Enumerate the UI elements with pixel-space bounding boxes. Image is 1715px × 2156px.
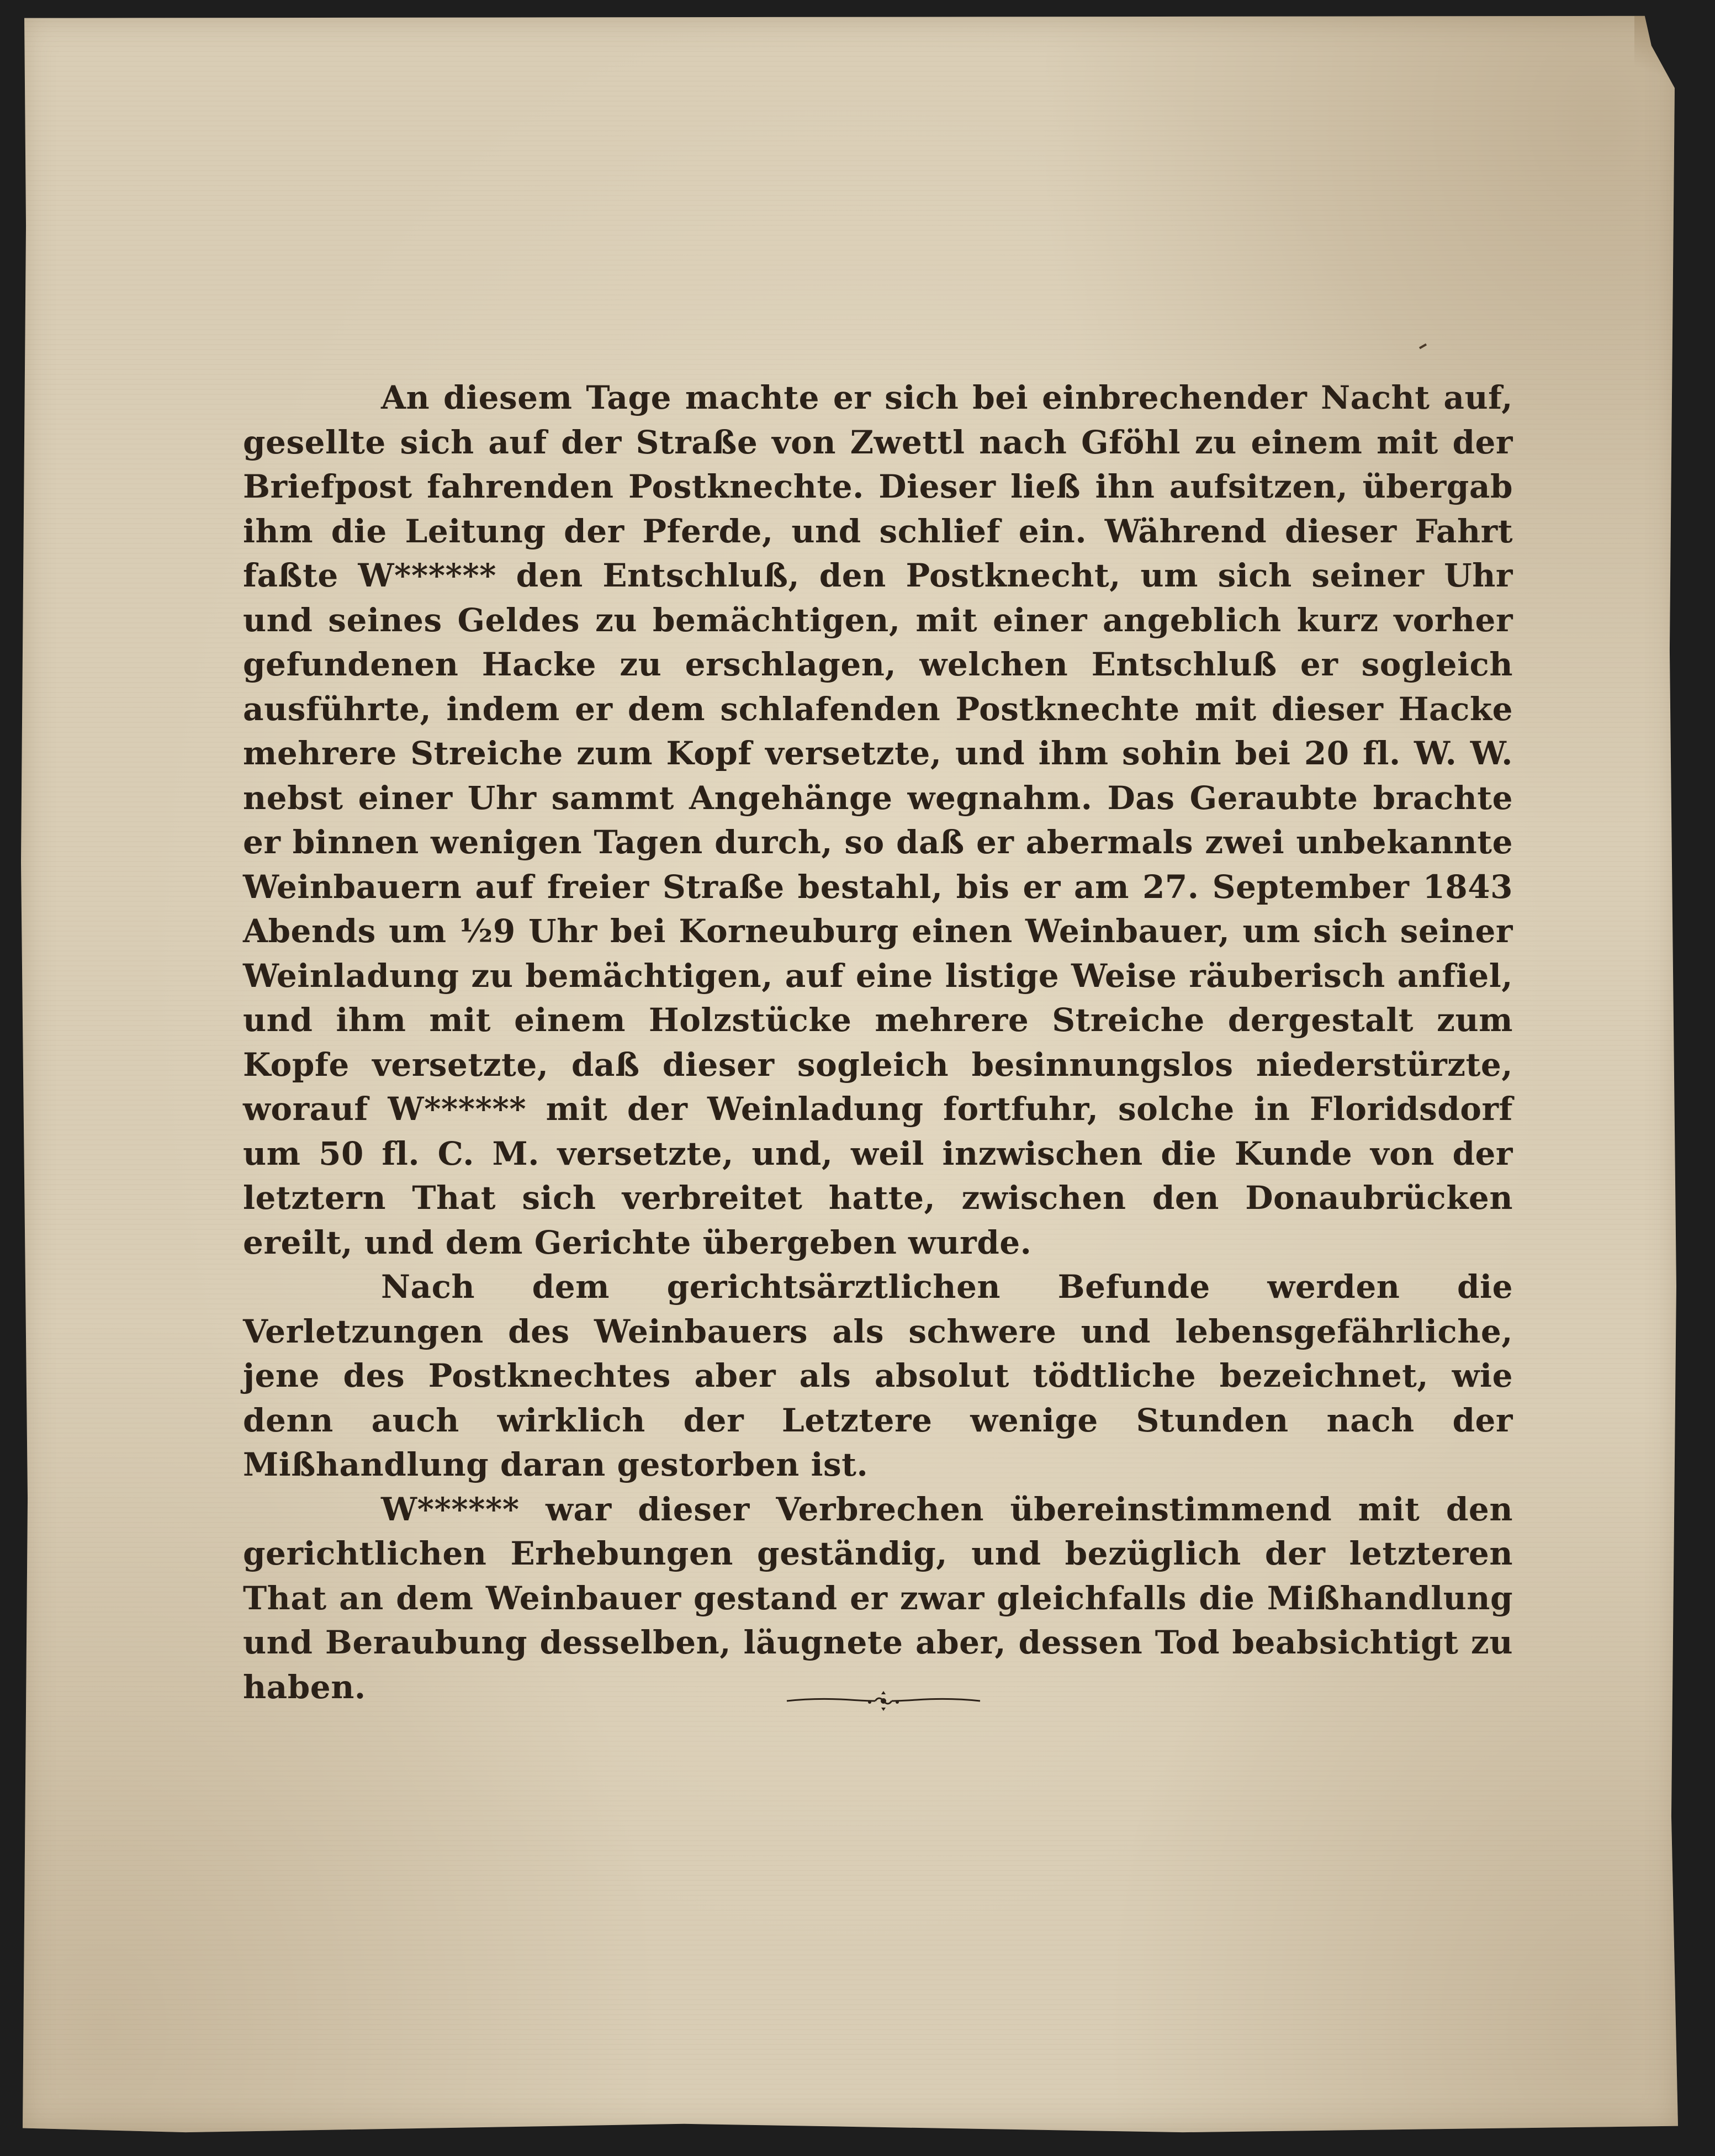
paragraph-3: W****** war dieser Verbrechen übereinstimmend mit den gerichtlichen Erhebungen geständig, und bezüglich der letzteren That an dem Weinbauer gestand er zwar gleichfalls die Mißhandlung und Beraubung desselben, läugnete aber, dessen Tod beabsichtigt zu haben. xyxy=(243,1490,1513,1706)
torn-corner xyxy=(1634,14,1681,97)
body-text xyxy=(243,376,1513,1709)
paragraph-2: Nach dem gerichtsärztlichen Befunde werden die Verletzungen des Weinbauers als schwere und lebensgefährliche, jene des Postknechtes aber als absolut tödtliche bezeichnet, wie denn auch wirklich der Letztere wenige Stunden nach der Mißhandlung daran gestorben ist. xyxy=(243,1268,1513,1483)
fleuron-divider-icon xyxy=(784,1690,983,1712)
paragraph-1: An diesem Tage machte er sich bei einbrechender Nacht auf, gesellte sich auf der Straße von Zwettl nach Gföhl zu einem mit der Briefpost fahrenden Postknechte. Dieser ließ ihn aufsitzen, übergab ihm die Leitung der Pferde, und schlief ein. Während dieser Fahrt faßte W****** den Entschluß, den Postknecht, um sich seiner Uhr und seines Geldes zu bemächtigen, mit einer angeblich kurz vorher gefundenen Hacke zu erschlagen, welchen Entschluß er sogleich ausführte, indem er dem schlafenden Postknechte mit dieser Hacke mehrere Streiche zum Kopf versetzte, und ihm sohin bei 20 fl. W. W. nebst einer Uhr sammt Angehänge wegnahm. Das Geraubte brachte er binnen wenigen Tagen durch, so daß er abermals zwei unbekannte Weinbauern auf freier Straße bestahl, bis er am 27. September 1843 Abends um ½9 Uhr bei Korneuburg einen Weinbauer, um sich seiner Weinladung zu bemächtigen, auf eine listige Weise räuberisch anfiel, und ihm mit einem Holzstücke mehrere Streiche dergestalt zum Kopfe versetzte, daß dieser sogleich besinnungslos niederstürzte, worauf W****** mit der Weinladung fortfuhr, solche in Floridsdorf um 50 fl. C. M. versetzte, und, weil inzwischen die Kunde von der letztern That sich verbreitet hatte, zwischen den Donaubrücken ereilt, und dem Gerichte übergeben wurde. xyxy=(243,379,1513,1261)
